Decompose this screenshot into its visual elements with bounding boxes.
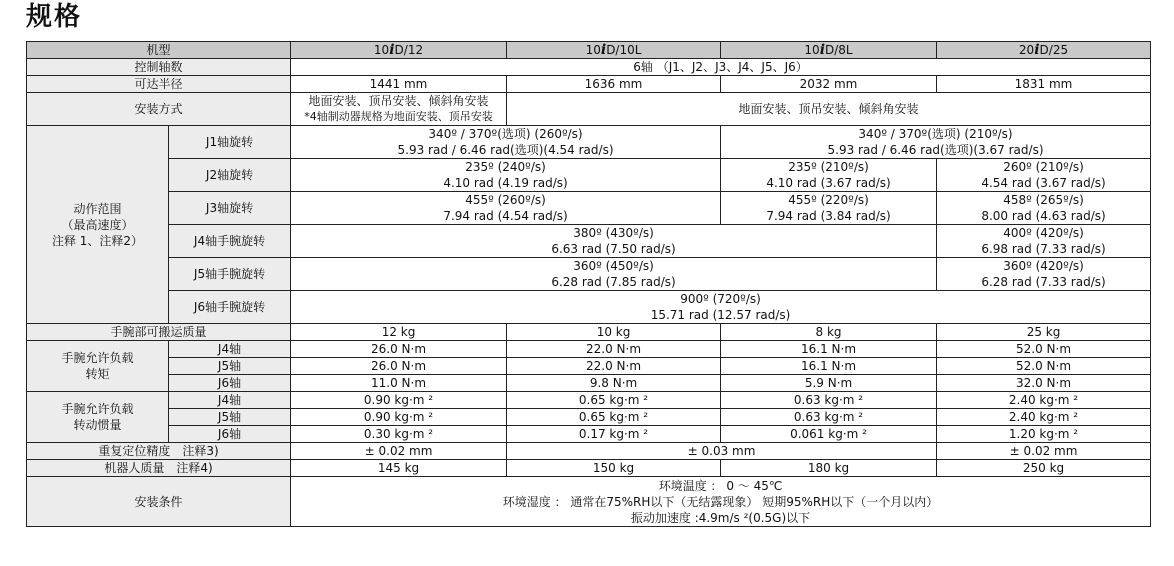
repeatability-value: ± 0.03 mm (507, 443, 937, 460)
model-header-label: 机型 (27, 42, 291, 59)
model-header-4: 20iD/25 (937, 42, 1151, 59)
mounting-rest: 地面安装、顶吊安装、倾斜角安装 (507, 93, 1151, 126)
torque-axis: J6轴 (169, 375, 291, 392)
j3-value-b: 455º (220º/s) 7.94 rad (3.84 rad/s) (721, 192, 937, 225)
inertia-row (27, 409, 1151, 426)
install-conditions: 环境温度 ： 0 ～ 45℃ 环境湿度 ： 通常在75%RH以下（无结露现象） 短期95%RH以下（一个月以内） 振动加速度 :4.9m/s ²(0.5G)以下 (291, 477, 1151, 527)
j2-label: J2轴旋转 (169, 159, 291, 192)
j4-value-c: 400º (420º/s) 6.98 rad (7.33 rad/s) (937, 225, 1151, 258)
reach-value: 2032 mm (721, 76, 937, 93)
j2-value-c: 260º (210º/s) 4.54 rad (3.67 rad/s) (937, 159, 1151, 192)
mass-row (27, 460, 1151, 477)
inertia-value: 0.63 kg·m ² (721, 409, 937, 426)
j1-value-b: 340º / 370º(选项) (210º/s) 5.93 rad / 6.46 rad(选项)(3.67 rad/s) (721, 126, 1151, 159)
torque-row (27, 375, 1151, 392)
mass-label: 机器人质量 注释4) (27, 460, 291, 477)
axes-value: 6轴 （J1、J2、J3、J4、J5、J6） (291, 59, 1151, 76)
torque-value: 26.0 N·m (291, 341, 507, 358)
j2-row (27, 159, 1151, 192)
inertia-row (27, 392, 1151, 409)
torque-axis: J5轴 (169, 358, 291, 375)
j3-label: J3轴旋转 (169, 192, 291, 225)
page-title: 规格 (26, 2, 83, 32)
inertia-axis: J6轴 (169, 426, 291, 443)
payload-value: 25 kg (937, 324, 1151, 341)
j2-value-a: 235º (240º/s) 4.10 rad (4.19 rad/s) (291, 159, 721, 192)
inertia-value: 1.20 kg·m ² (937, 426, 1151, 443)
mass-value: 145 kg (291, 460, 507, 477)
mounting-row (27, 93, 1151, 126)
inertia-axis: J4轴 (169, 392, 291, 409)
model-header-2: 10iD/10L (507, 42, 721, 59)
motion-range-label: 动作范围 （最高速度） 注释 1、注释2） (27, 126, 169, 324)
spec-table (26, 41, 1151, 527)
inertia-value: 2.40 kg·m ² (937, 392, 1151, 409)
install-row (27, 477, 1151, 527)
j6-value: 900º (720º/s) 15.71 rad (12.57 rad/s) (291, 291, 1151, 324)
j5-row (27, 258, 1151, 291)
torque-value: 22.0 N·m (507, 358, 721, 375)
inertia-value: 0.90 kg·m ² (291, 409, 507, 426)
install-label: 安装条件 (27, 477, 291, 527)
axes-row (27, 59, 1151, 76)
j6-row (27, 291, 1151, 324)
torque-value: 26.0 N·m (291, 358, 507, 375)
j1-value-a: 340º / 370º(选项) (260º/s) 5.93 rad / 6.46 rad(选项)(4.54 rad/s) (291, 126, 721, 159)
j3-row (27, 192, 1151, 225)
j3-value-a: 455º (260º/s) 7.94 rad (4.54 rad/s) (291, 192, 721, 225)
torque-value: 22.0 N·m (507, 341, 721, 358)
payload-row (27, 324, 1151, 341)
payload-label: 手腕部可搬运质量 (27, 324, 291, 341)
torque-value: 5.9 N·m (721, 375, 937, 392)
torque-value: 52.0 N·m (937, 341, 1151, 358)
reach-value: 1441 mm (291, 76, 507, 93)
reach-value: 1831 mm (937, 76, 1151, 93)
j3-value-c: 458º (265º/s) 8.00 rad (4.63 rad/s) (937, 192, 1151, 225)
axes-label: 控制轴数 (27, 59, 291, 76)
repeatability-row (27, 443, 1151, 460)
mass-value: 180 kg (721, 460, 937, 477)
j6-label: J6轴手腕旋转 (169, 291, 291, 324)
payload-value: 12 kg (291, 324, 507, 341)
mounting-label: 安装方式 (27, 93, 291, 126)
repeatability-value: ± 0.02 mm (937, 443, 1151, 460)
inertia-value: 2.40 kg·m ² (937, 409, 1151, 426)
inertia-value: 0.17 kg·m ² (507, 426, 721, 443)
inertia-value: 0.65 kg·m ² (507, 392, 721, 409)
j4-label: J4轴手腕旋转 (169, 225, 291, 258)
mass-value: 150 kg (507, 460, 721, 477)
torque-label: 手腕允许负载 转矩 (27, 341, 169, 392)
inertia-value: 0.30 kg·m ² (291, 426, 507, 443)
header-row (27, 42, 1151, 59)
inertia-value: 0.061 kg·m ² (721, 426, 937, 443)
torque-row (27, 358, 1151, 375)
j4-value-a: 380º (430º/s) 6.63 rad (7.50 rad/s) (291, 225, 937, 258)
torque-value: 52.0 N·m (937, 358, 1151, 375)
inertia-value: 0.65 kg·m ² (507, 409, 721, 426)
inertia-label: 手腕允许负载 转动惯量 (27, 392, 169, 443)
j2-value-b: 235º (210º/s) 4.10 rad (3.67 rad/s) (721, 159, 937, 192)
reach-value: 1636 mm (507, 76, 721, 93)
payload-value: 10 kg (507, 324, 721, 341)
torque-axis: J4轴 (169, 341, 291, 358)
mass-value: 250 kg (937, 460, 1151, 477)
j5-label: J5轴手腕旋转 (169, 258, 291, 291)
repeatability-value: ± 0.02 mm (291, 443, 507, 460)
torque-value: 32.0 N·m (937, 375, 1151, 392)
torque-value: 16.1 N·m (721, 358, 937, 375)
reach-row (27, 76, 1151, 93)
torque-value: 11.0 N·m (291, 375, 507, 392)
inertia-axis: J5轴 (169, 409, 291, 426)
torque-value: 9.8 N·m (507, 375, 721, 392)
torque-value: 16.1 N·m (721, 341, 937, 358)
inertia-value: 0.90 kg·m ² (291, 392, 507, 409)
inertia-row (27, 426, 1151, 443)
model-header-1: 10iD/12 (291, 42, 507, 59)
mounting-first: 地面安装、顶吊安装、倾斜角安装 *4轴制动器规格为地面安装、顶吊安装 (291, 93, 507, 126)
inertia-value: 0.63 kg·m ² (721, 392, 937, 409)
reach-label: 可达半径 (27, 76, 291, 93)
j5-value-a: 360º (450º/s) 6.28 rad (7.85 rad/s) (291, 258, 937, 291)
repeatability-label: 重复定位精度 注释3) (27, 443, 291, 460)
j4-row (27, 225, 1151, 258)
model-header-3: 10iD/8L (721, 42, 937, 59)
payload-value: 8 kg (721, 324, 937, 341)
j1-row (27, 126, 1151, 159)
j5-value-c: 360º (420º/s) 6.28 rad (7.33 rad/s) (937, 258, 1151, 291)
j1-label: J1轴旋转 (169, 126, 291, 159)
torque-row (27, 341, 1151, 358)
